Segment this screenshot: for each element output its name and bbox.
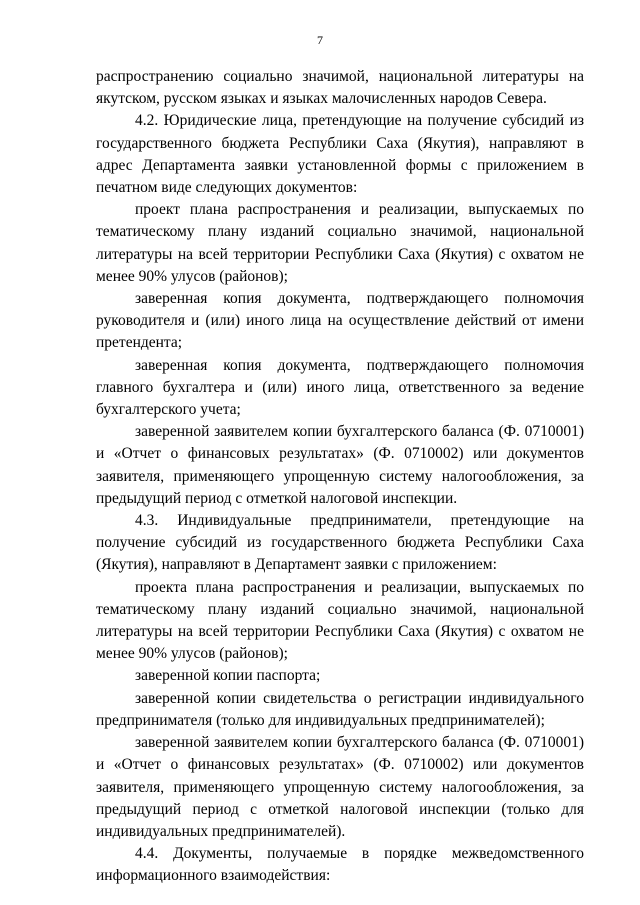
list-item-ip-plan: проекта плана распространения и реализации, выпускаемых по тематическому плану изданий социально значимой, национальной литературы на всей территории Республики Саха (Якутия) с охватом не менее 90% улусов (районов);: [96, 578, 584, 663]
paragraph-continuation: распространению социально значимой, национальной литературы на якутском, русском языках и языках малочисленных народов Севера.: [96, 68, 584, 108]
list-item-legal-balance: заверенной заявителем копии бухгалтерского баланса (Ф. 0710001) и «Отчет о финансовых результатах» (Ф. 0710002) или документов заявителя, применяющего упрощенную систему налогообложения, за предыдущий период с отметкой налоговой инспекции.: [96, 423, 584, 507]
document-body: [96, 66, 584, 888]
list-item-legal-head-authority: заверенная копия документа, подтверждающего полномочия руководителя и (или) иного лица на осуществление действий от имени претендента;: [96, 290, 584, 352]
list-item-legal-accountant-authority: заверенная копия документа, подтверждающего полномочия главного бухгалтера и (или) иного лица, ответственного за ведение бухгалтерского учета;: [96, 356, 584, 419]
paragraph-4-4: 4.4. Документы, получаемые в порядке межведомственного информационного взаимодействия:: [96, 845, 584, 885]
paragraph-4-2: 4.2. Юридические лица, претендующие на получение субсидий из государственного бюджета Республики Саха (Якутия), направляют в адрес Департамента заявки установленной формы с приложением в печатном виде следующих документов:: [96, 112, 584, 197]
list-item-ip-passport: заверенной копии паспорта;: [135, 667, 321, 685]
list-item-legal-plan: проект плана распространения и реализации, выпускаемых по тематическому плану изданий социально значимой, национальной литературы на всей территории Республики Саха (Якутия) с охватом не менее 90% улусов (районов);: [96, 201, 584, 285]
list-item-ip-registration: заверенной копии свидетельства о регистрации индивидуального предпринимателя (только для индивидуальных предпринимателей);: [96, 689, 584, 729]
paragraph-4-3: 4.3. Индивидуальные предприниматели, претендующие на получение субсидий из государственного бюджета Республики Саха (Якутия), направляют в Департамент заявки с приложением:: [96, 512, 584, 574]
page-number: 7: [317, 33, 323, 47]
list-item-ip-balance: заверенной заявителем копии бухгалтерского баланса (Ф. 0710001) и «Отчет о финансовых результатах» (Ф. 0710002) или документов заявителя, применяющего упрощенную систему налогообложения, за предыдущий период с отметкой налоговой инспекции (только для индивидуальных предпринимателей).: [96, 734, 584, 840]
